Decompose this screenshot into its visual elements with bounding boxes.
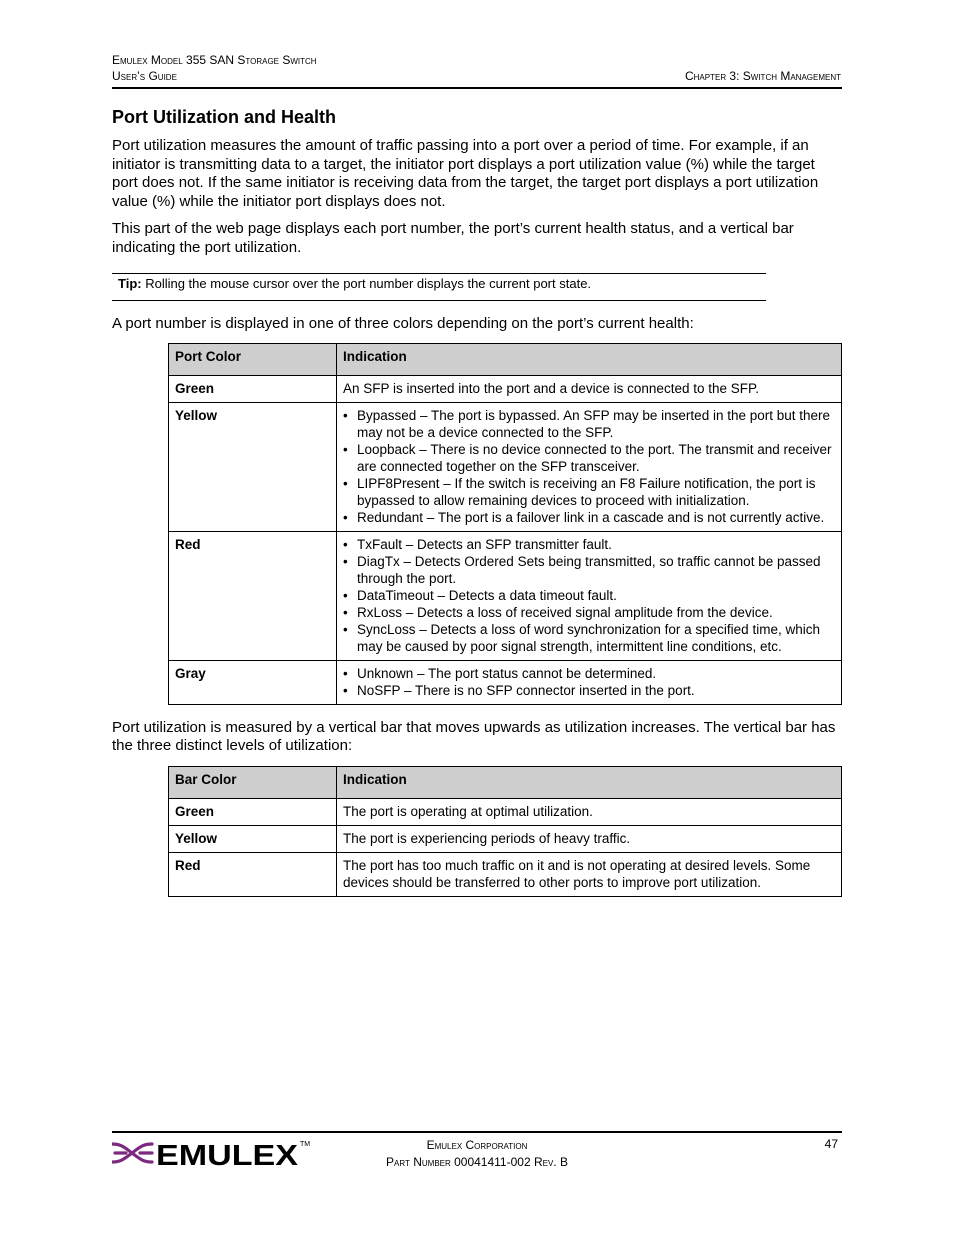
indication-cell [337, 660, 842, 704]
company-name: Emulex Corporation [426, 1138, 528, 1152]
indication-cell: The port has too much traffic on it and is not operating at desired levels. Some devices should be transferred to other ports to improve port utilization. [337, 852, 842, 896]
table-row [169, 402, 842, 531]
bar-color-cell: Yellow [169, 825, 337, 852]
list-item: • DiagTx – Detects Ordered Sets being transmitted, so traffic cannot be passed through the port. [343, 553, 835, 587]
section-title: Port Utilization and Health [112, 107, 337, 127]
bar-color-table [168, 766, 842, 897]
column-header: Indication [337, 343, 842, 375]
indication-cell: The port is experiencing periods of heavy traffic. [337, 825, 842, 852]
table-header-row [169, 343, 842, 375]
doc-title: Emulex Model 355 SAN Storage Switch [112, 53, 317, 67]
indication-cell: The port is operating at optimal utilization. [337, 798, 842, 825]
bar-color-cell: Red [169, 852, 337, 896]
doc-subtitle: User’s Guide [112, 69, 177, 83]
paragraph-intro: Port utilization measures the amount of traffic passing into a port over a period of time. For example, if an initiator is transmitting data to a target, the initiator port displays a port utilization value (%) while the target port does not. If the same initiator is receiving data from the target, the target port displays a port utilization value (%) while the initiator port displays does not. [112, 137, 819, 210]
table-header-row [169, 766, 842, 798]
table-row [169, 531, 842, 660]
list-item: • DataTimeout – Detects a data timeout fault. [343, 587, 835, 604]
list-item: • Bypassed – The port is bypassed. An SFP may be inserted in the port but there may not be a device connected to the SFP. [343, 407, 835, 441]
paragraph-description: This part of the web page displays each port number, the port’s current health status, and a vertical bar indicating the port utilization. [112, 220, 794, 256]
paragraph-port-colors: A port number is displayed in one of three colors depending on the port’s current health: [112, 315, 694, 332]
list-item: • Redundant – The port is a failover link in a cascade and is not currently active. [343, 509, 835, 526]
list-item: • RxLoss – Detects a loss of received signal amplitude from the device. [343, 604, 835, 621]
tip-box [112, 273, 766, 301]
table-row [169, 852, 842, 896]
list-item: • Loopback – There is no device connected to the port. The transmit and receiver are connected together on the SFP transceiver. [343, 441, 835, 475]
port-color-table [168, 343, 842, 705]
chapter-title: Chapter 3: Switch Management [684, 69, 841, 83]
paragraph-utilization-bar: Port utilization is measured by a vertical bar that moves upwards as utilization increases. The vertical bar has the three distinct levels of utilization: [112, 718, 836, 754]
table-row [169, 660, 842, 704]
logo-trademark: TM [300, 1141, 311, 1148]
running-header-left [112, 52, 317, 84]
logo-text: EMULEX [156, 1140, 299, 1169]
column-header: Port Color [169, 343, 337, 375]
footer-center [300, 1137, 654, 1171]
list-item: • LIPF8Present – If the switch is receiving an F8 Failure notification, the port is bypassed to allow remaining devices to proceed with initialization. [343, 475, 835, 509]
page-content [112, 106, 842, 897]
list-item: • Unknown – The port status cannot be determined. [343, 665, 835, 682]
table-row [169, 375, 842, 402]
port-color-cell: Yellow [169, 402, 337, 531]
port-color-cell: Red [169, 531, 337, 660]
list-item: • NoSFP – There is no SFP connector inserted in the port. [343, 682, 835, 699]
footer-rule [112, 1131, 842, 1133]
indication-cell [337, 531, 842, 660]
emulex-logo-mark-icon [112, 1144, 152, 1162]
table-row [169, 825, 842, 852]
page-number: 47 [824, 1137, 838, 1151]
indication-cell [337, 402, 842, 531]
column-header: Bar Color [169, 766, 337, 798]
column-header: Indication [337, 766, 842, 798]
indication-cell: An SFP is inserted into the port and a device is connected to the SFP. [337, 375, 842, 402]
port-color-cell: Green [169, 375, 337, 402]
tip-label: Tip: [118, 276, 142, 291]
bar-color-cell: Green [169, 798, 337, 825]
list-item: • SyncLoss – Detects a loss of word synchronization for a specified time, which may be caused by poor signal strength, intermittent line conditions, etc. [343, 621, 835, 655]
part-number: Part Number 00041411-002 Rev. B [386, 1155, 568, 1169]
header-rule [112, 87, 842, 89]
tip-text: Rolling the mouse cursor over the port number displays the current port state. [141, 276, 592, 291]
list-item: • TxFault – Detects an SFP transmitter fault. [343, 536, 835, 553]
emulex-logo [112, 1137, 312, 1169]
table-row [169, 798, 842, 825]
port-color-cell: Gray [169, 660, 337, 704]
